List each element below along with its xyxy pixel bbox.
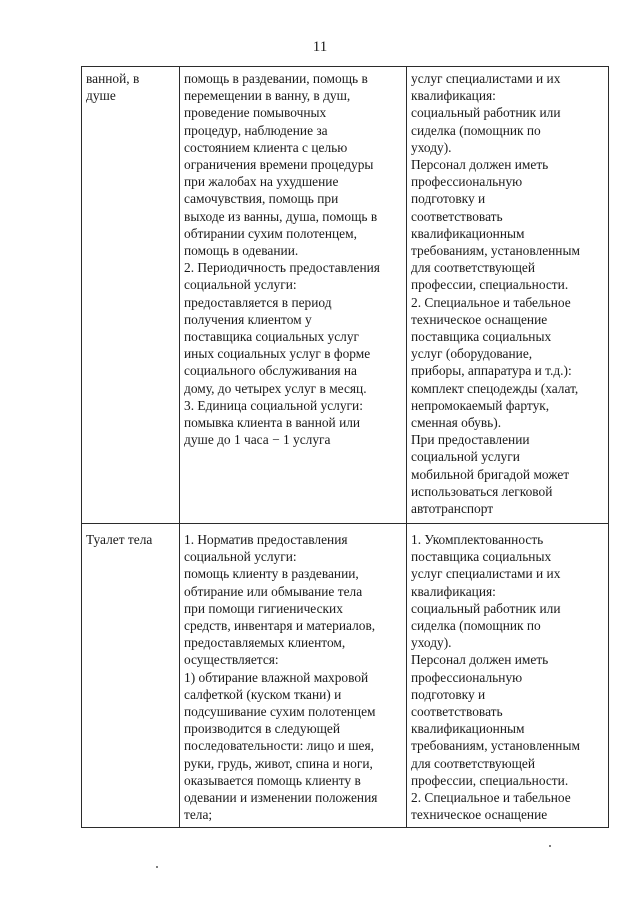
- scan-speck: [549, 845, 551, 847]
- service-name-cell: ванной, в душе: [82, 67, 180, 524]
- table-row: [82, 524, 609, 828]
- service-standard-cell: помощь в раздевании, помощь в перемещении в ванну, в душ, проведение помывочных процедур, наблюдение за состоянием клиента с целью ограничения времени процедуры при жалобах на ухудшение самочувствия, помощь при выходе из ванны, душа, помощь в обтирании сухим полотенцем, помощь в одевании. 2. Периодичность предоставления социальной услуги: предоставляется в период получения клиентом у поставщика социальных услуг иных социальных услуг в форме социального обслуживания на дому, до четырех услуг в месяц. 3. Единица социальной услуги: помывка клиента в ванной или душе до 1 часа − 1 услуга: [180, 67, 407, 524]
- page-number: 11: [312, 39, 328, 55]
- service-conditions-cell: услуг специалистами и их квалификация: социальный работник или сиделка (помощник по уходу). Персонал должен иметь профессиональную подготовку и соответствовать квалификационным требованиям, установленным для соответствующей профессии, специальности. 2. Специальное и табельное техническое оснащение поставщика социальных услуг (оборудование, приборы, аппаратура и т.д.): комплект спецодежды (халат, непромокаемый фартук, сменная обувь). При предоставлении социальной услуги мобильной бригадой может использоваться легковой автотранспорт: [407, 67, 609, 524]
- scan-speck: [156, 866, 158, 868]
- service-conditions-cell: 1. Укомплектованность поставщика социальных услуг специалистами и их квалификация: социальный работник или сиделка (помощник по уходу). Персонал должен иметь профессиональную подготовку и соответствовать квалификационным требованиям, установленным для соответствующей профессии, специальности. 2. Специальное и табельное техническое оснащение: [407, 524, 609, 828]
- services-table: [81, 66, 609, 828]
- service-name-cell: Туалет тела: [82, 524, 180, 828]
- service-standard-cell: 1. Норматив предоставления социальной услуги: помощь клиенту в раздевании, обтирание или обмывание тела при помощи гигиенических средств, инвентаря и материалов, предоставляемых клиентом, осуществляется: 1) обтирание влажной махровой салфеткой (куском ткани) и подсушивание сухим полотенцем производится в следующей последовательности: лицо и шея, руки, грудь, живот, спина и ноги, оказывается помощь клиенту в одевании и изменении положения тела;: [180, 524, 407, 828]
- table-row: [82, 67, 609, 524]
